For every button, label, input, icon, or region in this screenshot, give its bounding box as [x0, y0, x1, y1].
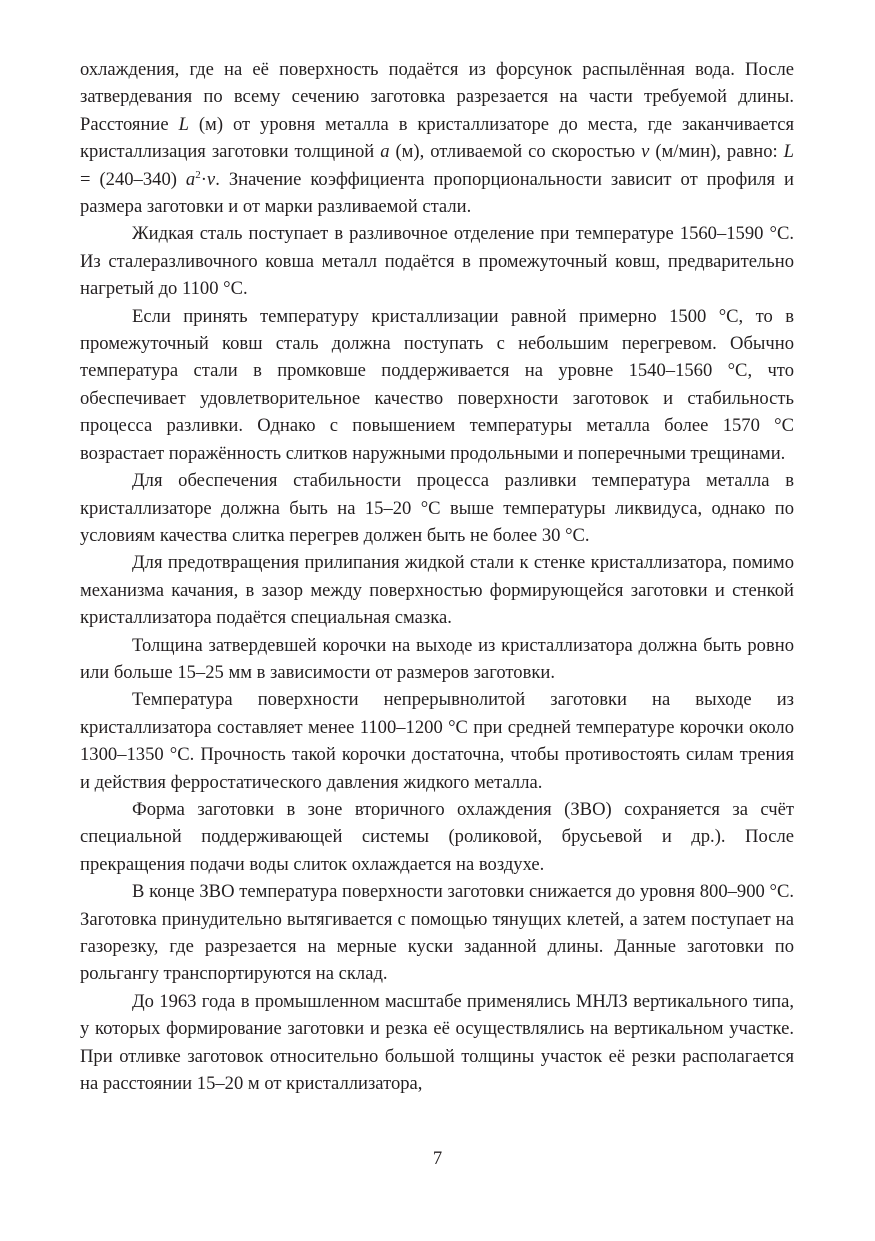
formula-dot: ·	[200, 168, 207, 190]
formula-L: L	[783, 141, 794, 163]
paragraph-1-text-b: (м) от уровня металла в кристаллизаторе до места, где заканчивается кристаллизация заготовки толщиной	[80, 113, 795, 163]
formula-coefficient: = (240–340)	[80, 168, 186, 190]
formula-v: v	[206, 168, 216, 190]
variable-L: L	[178, 113, 189, 135]
formula-exponent: 2	[195, 168, 201, 181]
paragraph-1-text-c: (м), отливаемой со скоростью	[389, 141, 642, 163]
paragraph-5: Для предотвращения прилипания жидкой стали к стенке кристаллизатора, помимо механизма качания, в зазор между поверхностью формирующейся заготовки и стенкой кристаллизатора подаётся специальная смазка.	[80, 552, 794, 629]
paragraph-1-text-d: (м/мин), равно:	[649, 141, 784, 163]
paragraph-3: Если принять температуру кристаллизации равной примерно 1500 °C, то в промежуточный ковш сталь должна поступать с небольшим перегревом. Обычно температура стали в промковше поддерживается на уровне 1540–1560 °C, что обеспечивает удовлетворительное качество поверхности заготовок и стабильность процесса разливки. Однако с повышением температуры металла более 1570 °C возрастает поражённость слитков наружными продольными и поперечными трещинами.	[80, 305, 794, 464]
page-number: 7	[432, 1148, 443, 1169]
variable-v: v	[641, 141, 650, 163]
paragraph-7: Температура поверхности непрерывнолитой заготовки на выходе из кристаллизатора составляет менее 1100–1200 °C при средней температуре корочки около 1300–1350 °C. Прочность такой корочки достаточна, чтобы противостоять силам трения и действия ферростатического давления жидкого металла.	[80, 689, 794, 793]
paragraph-2: Жидкая сталь поступает в разливочное отделение при температуре 1560–1590 °C. Из сталеразливочного ковша металл подаётся в промежуточный ковш, предварительно нагретый до 1100 °C.	[80, 223, 794, 300]
paragraph-9: В конце ЗВО температура поверхности заготовки снижается до уровня 800–900 °C. Заготовка принудительно вытягивается с помощью тянущих клетей, а затем поступает на газорезку, где разрезается на мерные куски заданной длины. Данные заготовки по рольгангу транспортируются на склад.	[80, 881, 794, 985]
paragraph-8: Форма заготовки в зоне вторичного охлаждения (ЗВО) сохраняется за счёт специальной поддерживающей системы (роликовой, брусьевой и др.). После прекращения подачи воды слиток охлаждается на воздухе.	[80, 798, 794, 875]
paragraph-4: Для обеспечения стабильности процесса разливки температура металла в кристаллизаторе должна быть на 15–20 °C выше температуры ликвидуса, однако по условиям качества слитка перегрев должен быть не более 30 °C.	[80, 470, 794, 546]
page-body	[80, 56, 794, 1097]
variable-a: a	[380, 141, 390, 163]
formula-a: a	[185, 168, 196, 190]
paragraph-1-text-a: охлаждения, где на её поверхность подаётся из форсунок распылённая вода. После затвердевания по всему сечению заготовка разрезается на части требуемой длины. Расстояние	[80, 59, 794, 135]
paragraph-1-text-e: . Значение коэффициента пропорциональности зависит от профиля и размера заготовки и от марки разливаемой стали.	[80, 168, 794, 218]
paragraph-6: Толщина затвердевшей корочки на выходе из кристаллизатора должна быть ровно или больше 15–25 мм в зависимости от размеров заготовки.	[80, 634, 794, 683]
paragraph-1	[80, 56, 794, 220]
paragraph-10: До 1963 года в промышленном масштабе применялись МНЛЗ вертикального типа, у которых формирование заготовки и резка её осуществлялись на вертикальном участке. При отливке заготовок относительно большой толщины участок её резки располагается на расстоянии 15–20 м от кристаллизатора,	[80, 990, 794, 1095]
